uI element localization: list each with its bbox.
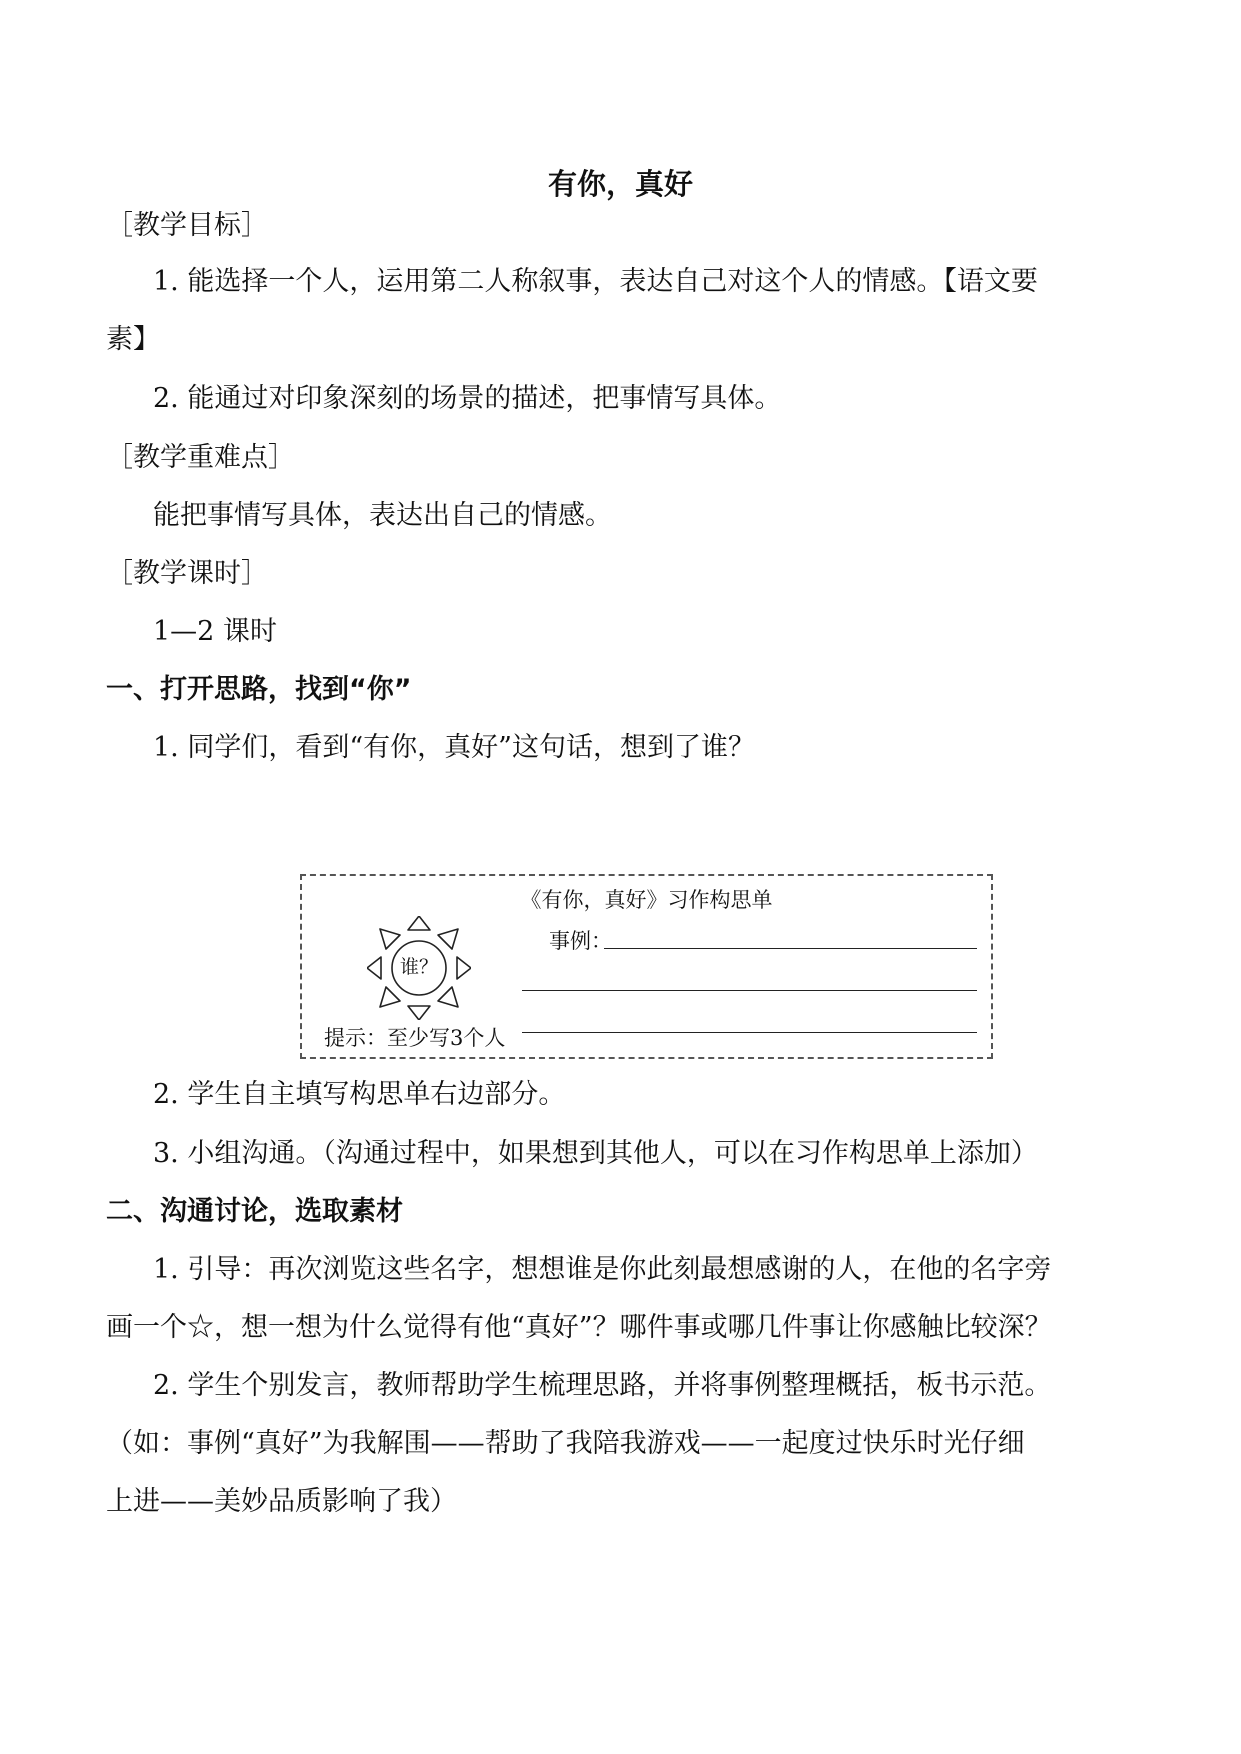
part-1-heading: 一、打开思路，找到“你”: [106, 674, 412, 705]
writing-worksheet: [300, 874, 993, 1059]
part-2-item-2-line-1: 2. 学生个别发言，教师帮助学生梳理思路，并将事例整理概括，板书示范。: [153, 1370, 1052, 1401]
sun-center-text: 谁？: [399, 956, 438, 978]
answer-line-2: [522, 990, 977, 991]
sun-icon: [367, 916, 471, 1020]
part-2-heading: 二、沟通讨论，选取素材: [106, 1196, 403, 1227]
key-points-heading: ［教学重难点］: [106, 442, 295, 473]
key-points-text: 能把事情写具体，表达出自己的情感。: [153, 500, 612, 531]
goals-heading: ［教学目标］: [106, 210, 268, 241]
hours-heading: ［教学课时］: [106, 558, 268, 589]
part-2-item-2-line-2: （如：事例“真好”为我解围——帮助了我陪我游戏——一起度过快乐时光仔细: [106, 1428, 1025, 1459]
answer-line-1: [604, 948, 977, 949]
goal-2: 2. 能通过对印象深刻的场景的描述，把事情写具体。: [153, 383, 782, 414]
part-2-item-2-line-3: 上进——美妙品质影响了我）: [106, 1486, 457, 1517]
part-1-item-3: 3. 小组沟通。（沟通过程中，如果想到其他人，可以在习作构思单上添加）: [153, 1138, 1038, 1169]
worksheet-hint: 提示：至少写3个人: [324, 1026, 506, 1050]
goal-1-line-1: 1. 能选择一个人，运用第二人称叙事，表达自己对这个人的情感。【语文要: [153, 266, 1038, 297]
hours-text: 1—2 课时: [153, 616, 277, 647]
example-label: 事例：: [549, 929, 612, 953]
part-2-item-1-line-2: 画一个☆，想一想为什么觉得有他“真好”？哪件事或哪几件事让你感触比较深？: [106, 1312, 1052, 1343]
part-1-item-1: 1. 同学们，看到“有你，真好”这句话，想到了谁？: [153, 732, 755, 763]
part-1-item-2: 2. 学生自主填写构思单右边部分。: [153, 1079, 566, 1110]
goal-1-line-2: 素】: [106, 324, 160, 355]
page-title: 有你，真好: [547, 167, 693, 201]
part-2-item-1-line-1: 1. 引导：再次浏览这些名字，想想谁是你此刻最想感谢的人，在他的名字旁: [153, 1254, 1052, 1285]
worksheet-title: 《有你，真好》习作构思单: [520, 888, 773, 912]
answer-line-3: [522, 1032, 977, 1033]
